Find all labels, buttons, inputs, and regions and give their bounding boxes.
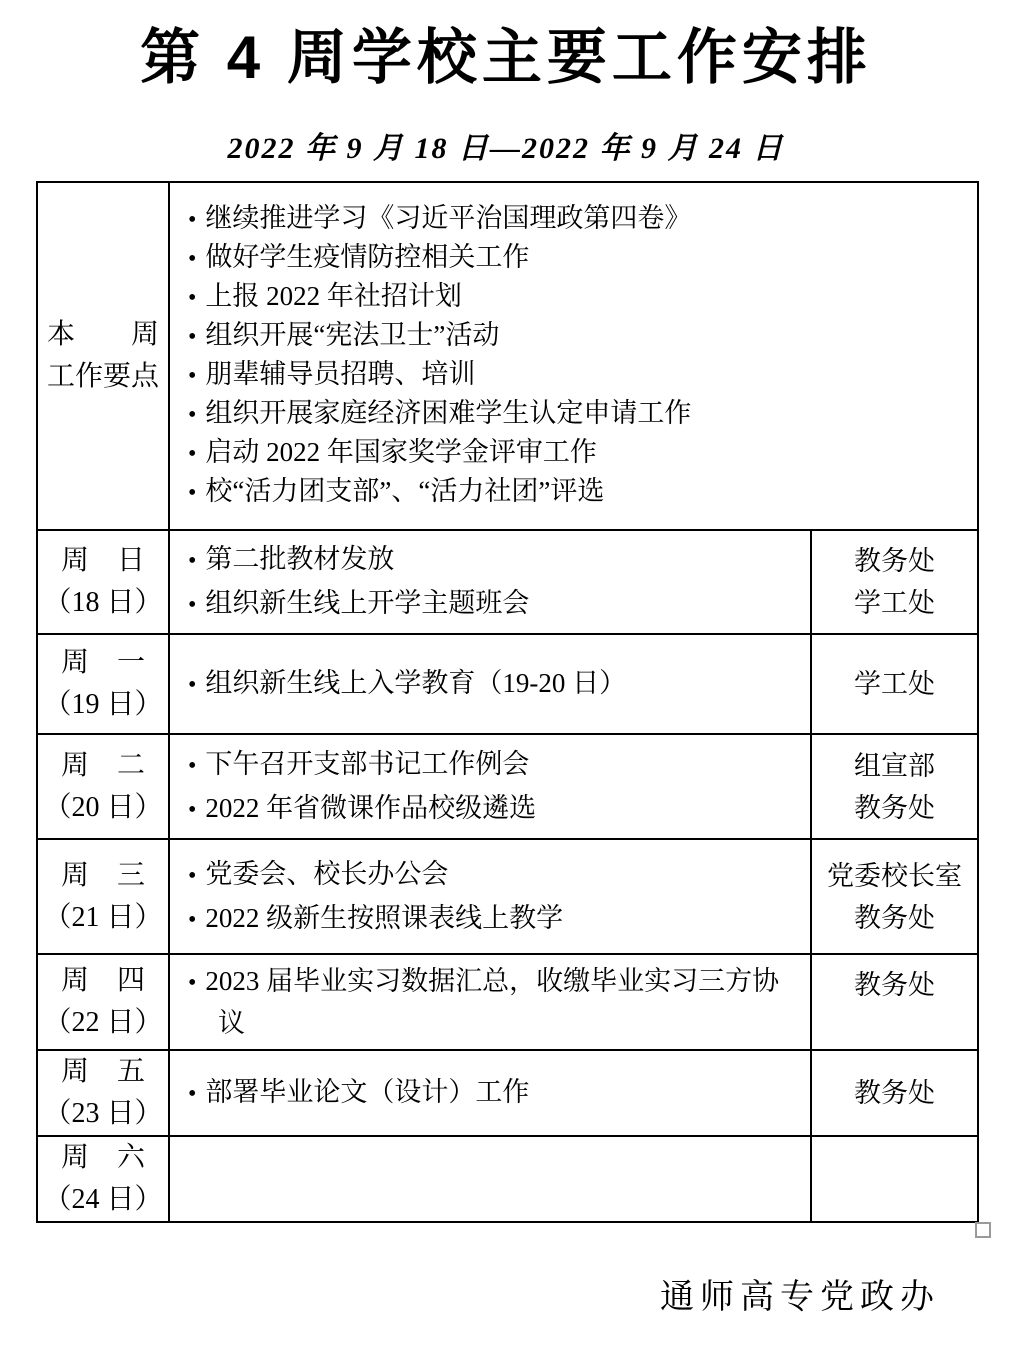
bullet-icon: • <box>188 548 197 574</box>
page-title: 第 4 周学校主要工作安排 <box>140 24 872 91</box>
task-text: 上报 2022 年社招计划 <box>205 281 462 311</box>
task-text: 部署毕业论文（设计）工作 <box>205 1077 530 1107</box>
bullet-icon: • <box>188 1081 197 1107</box>
day-name: 周 六 <box>60 1142 145 1173</box>
department: 教务处 <box>854 792 935 823</box>
task-item <box>188 538 800 582</box>
task-item <box>188 239 967 278</box>
task-item <box>188 200 967 239</box>
tasks-cell <box>169 530 811 634</box>
empty-box-artifact <box>975 1222 991 1238</box>
day-cell <box>37 1050 169 1136</box>
bullet-icon: • <box>188 363 197 389</box>
task-text: 校“活力团支部”、“活力社团”评选 <box>205 476 605 506</box>
department-cell <box>811 530 978 634</box>
day-cell <box>37 734 169 839</box>
footer-signature: 通师高专党政办 <box>660 1279 940 1316</box>
task-text: 2022 级新生按照课表线上教学 <box>205 902 564 933</box>
task-text: 2023 届毕业实习数据汇总，收缴毕业实习三方协议 <box>205 966 780 1038</box>
bullet-icon: • <box>188 402 197 428</box>
department-cell <box>811 1050 978 1136</box>
department: 教务处 <box>854 1078 935 1108</box>
summary-tasks-cell <box>169 182 978 530</box>
day-cell <box>37 1136 169 1222</box>
tasks-cell <box>169 1050 811 1136</box>
tasks-cell <box>169 954 811 1050</box>
bullet-icon: • <box>188 480 197 506</box>
day-name: 周 三 <box>60 859 145 891</box>
bullet-icon: • <box>188 324 197 350</box>
tasks-cell <box>169 734 811 839</box>
day-date: （20 日） <box>43 791 163 823</box>
department-cell <box>811 734 978 839</box>
date-range: 2022 年 9 月 18 日—2022 年 9 月 24 日 <box>227 132 785 165</box>
day-name: 周 四 <box>60 965 145 996</box>
day-date: （21 日） <box>43 901 163 933</box>
day-date: （19 日） <box>43 689 163 720</box>
table-row <box>37 530 978 634</box>
bullet-icon: • <box>188 441 197 467</box>
task-item <box>188 582 800 626</box>
summary-label-line2: 工作要点 <box>46 361 159 392</box>
task-item <box>188 787 800 831</box>
bullet-icon: • <box>188 592 197 618</box>
task-text: 做好学生疫情防控相关工作 <box>205 242 530 272</box>
day-cell <box>37 530 169 634</box>
department: 教务处 <box>854 902 935 933</box>
bullet-icon: • <box>188 672 197 698</box>
tasks-cell <box>169 839 811 954</box>
task-item <box>188 278 967 317</box>
table-row <box>37 182 978 530</box>
summary-task-list <box>188 200 967 512</box>
day-cell <box>37 634 169 734</box>
day-name: 周 日 <box>60 545 145 576</box>
bullet-icon: • <box>188 970 197 996</box>
department-cell <box>811 954 978 1050</box>
task-text: 朋辈辅导员招聘、培训 <box>205 359 476 389</box>
day-name: 周 五 <box>60 1056 145 1087</box>
task-item <box>188 395 967 434</box>
task-text: 2022 年省微课作品校级遴选 <box>205 792 537 823</box>
task-text: 第二批教材发放 <box>205 544 395 574</box>
weekly-schedule-table <box>36 181 979 1223</box>
department: 教务处 <box>854 546 935 576</box>
department-cell <box>811 634 978 734</box>
task-item <box>188 473 967 512</box>
department: 组宣部 <box>854 750 935 781</box>
table-row <box>37 839 978 954</box>
department-cell <box>811 839 978 954</box>
tasks-cell <box>169 1136 811 1222</box>
task-text: 组织新生线上入学教育（19-20 日） <box>205 668 627 698</box>
table-row <box>37 1136 978 1222</box>
task-text: 组织新生线上开学主题班会 <box>205 588 530 618</box>
department: 学工处 <box>854 669 935 699</box>
task-item <box>188 662 800 706</box>
bullet-icon: • <box>188 207 197 233</box>
task-item <box>188 961 800 1043</box>
tasks-cell <box>169 634 811 734</box>
task-item <box>188 897 800 941</box>
task-item <box>188 853 800 897</box>
task-item <box>188 317 967 356</box>
task-item <box>188 356 967 395</box>
task-text: 继续推进学习《习近平治国理政第四卷》 <box>205 203 692 233</box>
table-row <box>37 954 978 1050</box>
bullet-icon: • <box>188 752 197 779</box>
day-name: 周 一 <box>60 647 145 678</box>
day-name: 周 二 <box>60 749 145 781</box>
day-cell <box>37 839 169 954</box>
day-date: （23 日） <box>43 1098 163 1129</box>
bullet-icon: • <box>188 862 197 889</box>
table-row <box>37 1050 978 1136</box>
task-text: 组织开展家庭经济困难学生认定申请工作 <box>205 398 692 428</box>
task-item <box>188 1071 800 1115</box>
department: 党委校长室 <box>827 860 962 891</box>
bullet-icon: • <box>188 285 197 311</box>
summary-label-line1: 本 周 <box>46 319 159 350</box>
task-text: 党委会、校长办公会 <box>205 858 449 889</box>
task-text: 启动 2022 年国家奖学金评审工作 <box>205 437 597 467</box>
bullet-icon: • <box>188 906 197 933</box>
summary-label-cell <box>37 182 169 530</box>
task-item <box>188 434 967 473</box>
department: 教务处 <box>854 970 935 1000</box>
bullet-icon: • <box>188 796 197 823</box>
day-cell <box>37 954 169 1050</box>
table-row <box>37 734 978 839</box>
day-date: （18 日） <box>43 587 163 618</box>
day-date: （24 日） <box>43 1184 163 1215</box>
table-row <box>37 634 978 734</box>
task-item <box>188 743 800 787</box>
department-cell <box>811 1136 978 1222</box>
department: 学工处 <box>854 588 935 618</box>
day-date: （22 日） <box>43 1007 163 1038</box>
task-text: 下午召开支部书记工作例会 <box>205 748 530 779</box>
task-text: 组织开展“宪法卫士”活动 <box>205 320 500 350</box>
bullet-icon: • <box>188 246 197 272</box>
